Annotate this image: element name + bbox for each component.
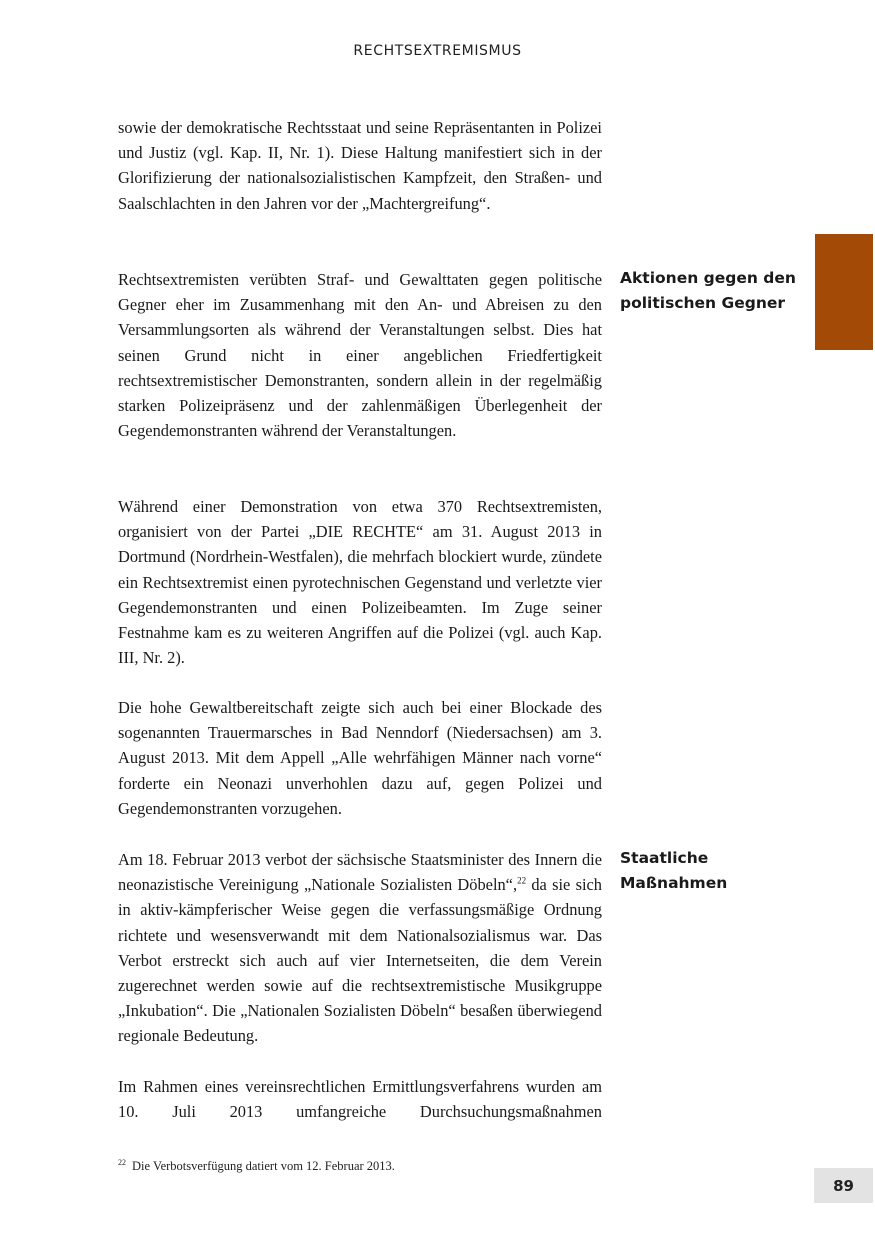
page-number: 89 (814, 1168, 873, 1203)
paragraph-4: Die hohe Gewaltbereitschaft zeigte sich auch bei einer Blockade des sogenannten Trauermarsches in Bad Nenndorf (Niedersachsen) am 3. August 2013. Mit dem Appell „Alle wehrfähigen Männer nach vorne“ forderte ein Neonazi unverhohlen dazu auf, gegen Polizei und Gegendemonstranten vorzugehen. (118, 698, 602, 818)
margin-heading-measures: Staatliche Maßnahmen (620, 849, 728, 892)
footnote-mark: 22 (118, 1158, 126, 1167)
chapter-tab-marker (815, 234, 873, 350)
footnote (118, 1155, 718, 1174)
paragraph-5-part-1: Am 18. Februar 2013 verbot der sächsische Staatsminister des Innern die neonazistische Vereinigung „Nationale Sozialisten Döbeln“, (118, 850, 602, 895)
margin-heading-actions: Aktionen gegen den politischen Gegner (620, 269, 796, 312)
paragraph-2: Rechtsextremisten verübten Straf- und Gewalttaten gegen politische Gegner eher im Zusammenhang mit den An- und Abreisen zu den Versammlungsorten als während der Veranstaltungen selbst. Dies hat seinen Grund nicht in einer angeblichen Friedfertigkeit rechtsextremistischer Demonstranten, sondern allein in der regelmäßig starken Polizeipräsenz und der zahlenmäßigen Überlegenheit der Gegendemonstranten während der Veranstaltungen. (118, 270, 602, 441)
running-header: RECHTSEXTREMISMUS (353, 43, 522, 59)
paragraph-3: Während einer Demonstration von etwa 370 Rechtsextremisten, organisiert von der Partei „DIE RECHTE“ am 31. August 2013 in Dortmund (Nordrhein-Westfalen), die mehrfach blockiert wurde, zündete ein Rechtsextremist einen pyrotechnischen Gegenstand und verletzte vier Gegendemonstranten und einen Polizeibeamten. Im Zuge seiner Festnahme kam es zu weiteren Angriffen auf die Polizei (vgl. auch Kap. III, Nr. 2). (118, 497, 602, 668)
paragraph-6: Im Rahmen eines vereinsrechtlichen Ermittlungsverfahrens wurden am 10. Juli 2013 umfangreiche Durchsuchungsmaßnahmen (118, 1077, 602, 1122)
paragraph-5 (118, 847, 602, 1049)
paragraph-1: sowie der demokratische Rechtsstaat und seine Repräsentanten in Polizei und Justiz (vgl. Kap. II, Nr. 1). Diese Haltung manifestiert sich in der Glorifizierung der nationalsozialistischen Kampfzeit, den Straßen- und Saalschlachten in den Jahren vor der „Machtergreifung“. (118, 118, 602, 213)
footnote-reference: 22 (517, 875, 527, 886)
paragraph-5-part-2: da sie sich in aktiv-kämpferischer Weise gegen die verfassungsmäßige Ordnung richtete und wesensverwandt mit dem Nationalsozialismus war. Das Verbot erstreckt sich auch auf vier Internetseiten, die dem Verein zugerechnet werden sowie auf die rechtsextremistische Musikgruppe „Inkubation“. Die „Nationalen Sozialisten Döbeln“ besaßen überwiegend regionale Bedeutung. (118, 875, 602, 1046)
footnote-text: Die Verbotsverfügung datiert vom 12. Februar 2013. (132, 1159, 395, 1174)
